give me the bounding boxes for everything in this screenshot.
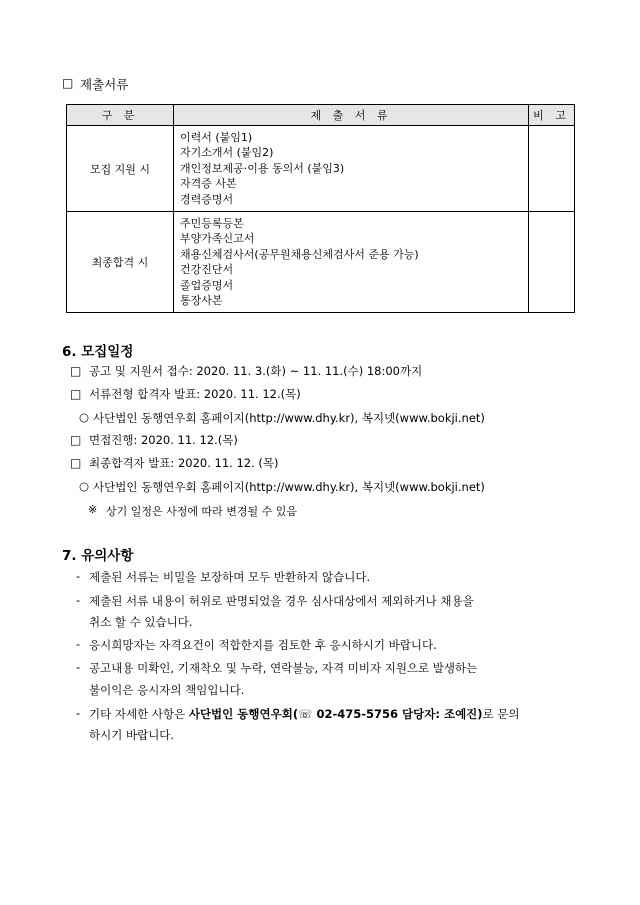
header-documents: 제 출 서 류 <box>174 105 529 126</box>
documents-table <box>66 104 575 313</box>
contact-prefix: 기타 자세한 사항은 <box>89 707 189 721</box>
list-marker: □ <box>70 433 82 447</box>
section7-title: 7. 유의사항 <box>62 548 134 564</box>
notice-line: 공고내용 미확인, 기재착오 및 누락, 연락불능, 자격 미비자 지원으로 발생하는 <box>89 661 478 675</box>
list-item: 이력서 (붙임1) <box>180 131 253 144</box>
list-marker: ○ <box>79 479 90 493</box>
list-item: 주민등록등본 <box>180 217 244 231</box>
row-category: 모집 지원 시 <box>67 126 174 212</box>
contact-line-2: 하시기 바랍니다. <box>89 728 175 742</box>
contact-line <box>89 706 520 722</box>
notice-line: 제출된 서류 내용이 허위로 판명되었을 경우 심사대상에서 제외하거나 채용을 <box>89 594 474 608</box>
list-marker: - <box>76 569 81 583</box>
schedule-note: 상기 일정은 사정에 따라 변경될 수 있음 <box>106 505 297 518</box>
list-marker: □ <box>70 456 82 470</box>
notice-line: 응시희망자는 자격요건이 적합한지를 검토한 후 응시하시기 바랍니다. <box>89 638 437 652</box>
notice-line: 취소 할 수 있습니다. <box>89 615 193 629</box>
header-note: 비 고 <box>529 105 575 126</box>
schedule-line: 사단법인 동행연우회 홈페이지(http://www.dhy.kr), 복지넷(www.bokji.net) <box>93 411 485 425</box>
contact-suffix: 로 문의 <box>482 707 520 721</box>
row-category: 최종합격 시 <box>67 212 174 313</box>
header-category: 구 분 <box>67 105 174 126</box>
list-item: 건강진단서 <box>180 263 234 277</box>
schedule-line: 서류전형 합격자 발표: 2020. 11. 12.(목) <box>89 387 301 401</box>
list-marker: - <box>76 637 81 651</box>
list-marker: ○ <box>79 410 90 424</box>
row-items <box>174 126 529 212</box>
row-note <box>529 212 575 313</box>
list-marker: □ <box>70 387 82 401</box>
row-items <box>174 212 529 313</box>
list-marker: - <box>76 706 81 720</box>
list-marker: □ <box>70 364 82 378</box>
section6-title: 6. 모집일정 <box>62 344 134 360</box>
table-row <box>67 126 575 212</box>
list-marker: - <box>76 593 81 607</box>
row-note <box>529 126 575 212</box>
list-item: 자기소개서 (붙임2) <box>180 146 274 160</box>
schedule-line: 사단법인 동행연우회 홈페이지(http://www.dhy.kr), 복지넷(www.bokji.net) <box>93 480 485 494</box>
list-item: 부양가족신고서 <box>180 232 255 246</box>
notice-line: 제출된 서류는 비밀을 보장하며 모두 반환하지 않습니다. <box>89 570 371 584</box>
list-item: 개인정보제공·이용 동의서 (붙임3) <box>180 161 345 175</box>
table-header-row <box>67 105 575 126</box>
table-row <box>67 212 575 313</box>
schedule-line: 면접진행: 2020. 11. 12.(목) <box>89 433 238 447</box>
list-item: 졸업증명서 <box>180 278 234 292</box>
section-marker: □ <box>62 76 74 90</box>
list-marker: - <box>76 660 81 674</box>
contact-info: 사단법인 동행연우회(☏ 02-475-5756 담당자: 조예진) <box>188 707 483 721</box>
schedule-line: 공고 및 지원서 접수: 2020. 11. 3.(화) ~ 11. 11.(수) 18:00까지 <box>89 364 423 378</box>
list-item: 경력증명서 <box>180 192 234 206</box>
note-marker: ※ <box>88 503 98 516</box>
schedule-line: 최종합격자 발표: 2020. 11. 12. (목) <box>89 456 279 470</box>
notice-line: 불이익은 응시자의 책임입니다. <box>89 683 245 697</box>
list-item: 통장사본 <box>180 294 223 308</box>
list-item: 자격증 사본 <box>180 177 237 191</box>
doc-section-title: 제출서류 <box>80 77 129 92</box>
list-item: 채용신체검사서(공무원채용신체검사서 준용 가능) <box>180 247 419 261</box>
